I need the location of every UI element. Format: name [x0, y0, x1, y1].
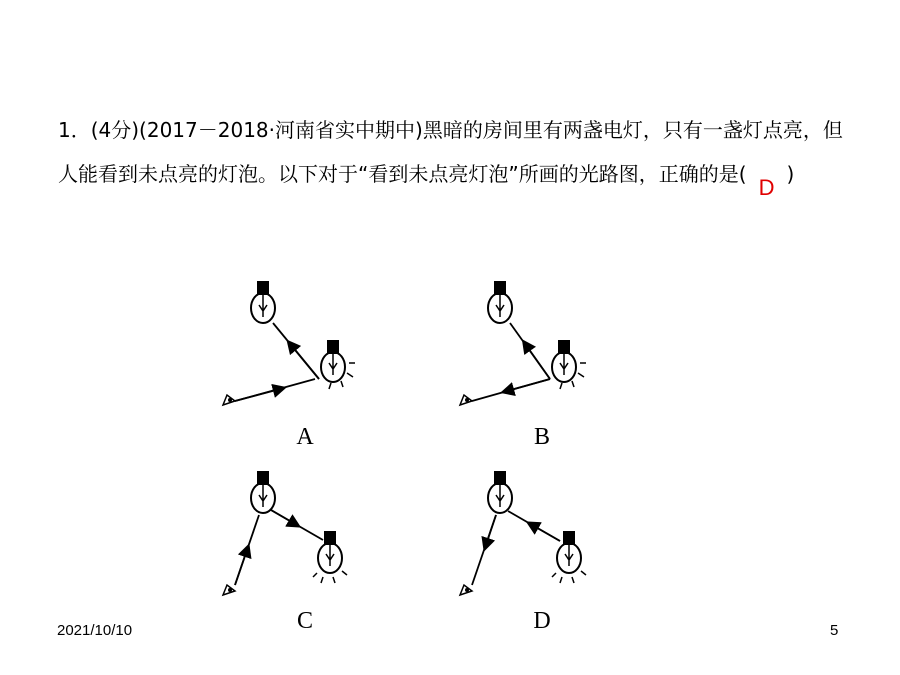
footer-date: 2021/10/10	[57, 622, 133, 639]
option-label-a: A	[296, 424, 314, 450]
option-label-d: D	[533, 608, 551, 634]
lit-bulb-icon	[552, 340, 586, 389]
eye-icon	[223, 395, 235, 405]
figure-option-a	[215, 275, 365, 415]
unlit-bulb-icon	[488, 471, 512, 513]
eye-icon	[223, 585, 235, 595]
figure-option-c	[215, 465, 365, 605]
eye-icon	[460, 585, 472, 595]
unlit-bulb-icon	[251, 471, 275, 513]
eye-icon	[460, 395, 472, 405]
option-label-c: C	[296, 608, 313, 634]
unlit-bulb-icon	[488, 281, 512, 323]
lit-bulb-icon	[313, 531, 347, 583]
answer-text: D	[758, 175, 775, 200]
question-close-paren: )	[786, 162, 795, 186]
question-stem: 1．(4分)(2017－2018·河南省实中期中)黑暗的房间里有两盏电灯，只有一盏灯点亮，但人能看到未点亮的灯泡。以下对于“看到未点亮灯泡”所画的光路图，正确的是(	[58, 118, 843, 186]
lit-bulb-icon	[321, 340, 355, 389]
figure-option-d	[452, 465, 602, 605]
figure-option-b	[452, 275, 602, 415]
page-number: 5	[830, 622, 839, 639]
question-text	[58, 108, 858, 200]
option-label-b: B	[533, 424, 550, 450]
unlit-bulb-icon	[251, 281, 275, 323]
